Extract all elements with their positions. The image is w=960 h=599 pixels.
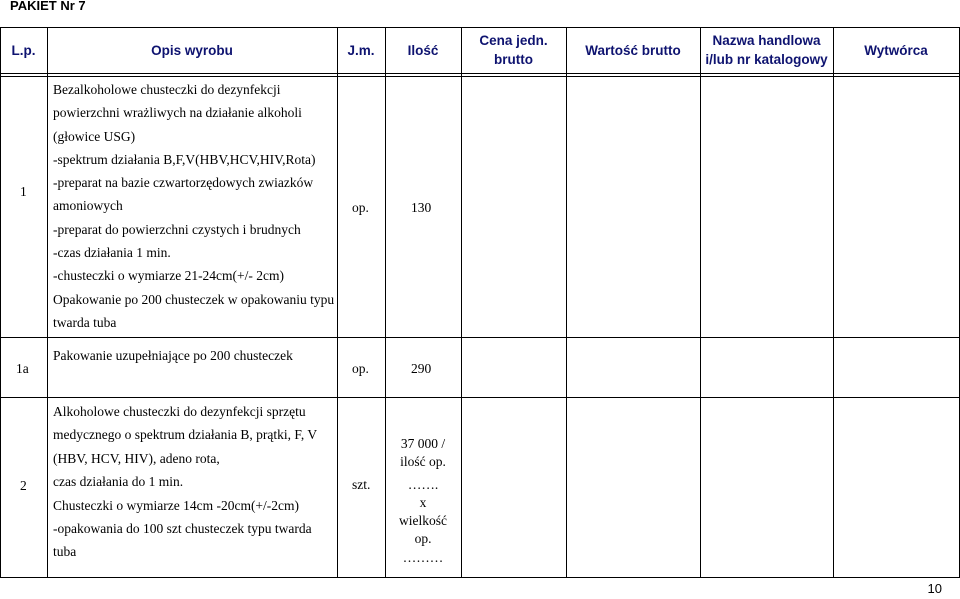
header-wytworca: Wytwórca — [864, 42, 928, 58]
description-line: Opakowanie po 200 chusteczek w opakowaniu typu — [53, 291, 335, 307]
description-line: Bezalkoholowe chusteczki do dezynfekcji — [53, 82, 281, 97]
row-ilosc: 290 — [411, 361, 432, 376]
header-opis-wyrobu: Opis wyrobu — [151, 42, 233, 58]
row-description — [53, 78, 334, 334]
description-line: (HBV, HCV, HIV), adeno rota, — [53, 450, 220, 466]
ilosc-line: ilość op. — [400, 454, 446, 470]
description-line: -czas działania 1 min. — [53, 245, 171, 261]
description-line: powierzchni wrażliwych na działanie alkoholi — [53, 105, 302, 121]
row-divider — [0, 397, 960, 398]
header-divider-double — [0, 76, 960, 77]
description-line: czas działania do 1 min. — [53, 474, 184, 490]
column-border — [337, 27, 338, 578]
page-number: 10 — [927, 581, 942, 596]
description-line: -opakowania do 100 szt chusteczek typu twarda — [53, 520, 312, 536]
ilosc-line: x — [419, 494, 427, 510]
table-border-bottom — [0, 577, 960, 578]
header-wartosc-brutto: Wartość brutto — [585, 42, 681, 58]
row-description — [53, 400, 317, 564]
ilosc-line: ……. — [407, 476, 439, 492]
description-line: (głowice USG) — [53, 128, 136, 144]
row-jm: op. — [352, 361, 369, 376]
header-nazwa-line1: Nazwa handlowa — [712, 33, 821, 48]
description-line: -spektrum działania B,F,V(HBV,HCV,HIV,Rota) — [53, 151, 316, 167]
column-border — [461, 27, 462, 578]
ilosc-line: ……… — [402, 549, 444, 565]
row-jm: szt. — [352, 477, 371, 492]
description-line: amoniowych — [53, 198, 123, 214]
header-nazwa-handlowa — [700, 27, 833, 73]
description-line: medycznego o spektrum działania B, prątki, F, V — [53, 427, 318, 443]
header-cena-line1: Cena jedn. — [479, 33, 548, 48]
row-divider — [0, 337, 960, 338]
ilosc-line: op. — [414, 531, 432, 547]
row-lp: 1 — [20, 184, 27, 199]
header-ilosc: Ilość — [407, 42, 439, 58]
header-cena-jedn — [461, 27, 566, 73]
description-line: Alkoholowe chusteczki do dezynfekcji sprzętu — [53, 404, 306, 419]
ilosc-line: 37 000 / — [400, 436, 446, 451]
ilosc-line: wielkość — [399, 513, 447, 529]
header-divider — [0, 73, 960, 74]
header-lp: L.p. — [11, 42, 36, 58]
column-border — [47, 27, 48, 578]
column-border — [0, 27, 1, 578]
document-title: PAKIET Nr 7 — [10, 0, 86, 13]
row-ilosc: 130 — [411, 200, 432, 215]
description-line: -preparat do powierzchni czystych i brudnych — [53, 221, 301, 237]
column-border — [700, 27, 701, 578]
description-line: Chusteczki o wymiarze 14cm -20cm(+/-2cm) — [53, 497, 300, 513]
description-line: tuba — [53, 544, 77, 560]
header-nazwa-line2: i/lub nr katalogowy — [705, 52, 828, 67]
column-border — [833, 27, 834, 578]
row-lp: 2 — [20, 478, 27, 493]
row-ilosc — [385, 435, 461, 567]
header-cena-line2: brutto — [494, 52, 533, 67]
column-border — [566, 27, 567, 578]
description-line: -preparat na bazie czwartorzędowych zwiazków — [53, 175, 314, 191]
row-lp: 1a — [16, 361, 29, 376]
row-description: Pakowanie uzupełniające po 200 chusteczek — [53, 348, 293, 363]
row-jm: op. — [352, 200, 369, 215]
header-jm: J.m. — [347, 42, 375, 58]
description-line: twarda tuba — [53, 314, 117, 330]
description-line: -chusteczki o wymiarze 21-24cm(+/- 2cm) — [53, 268, 285, 284]
